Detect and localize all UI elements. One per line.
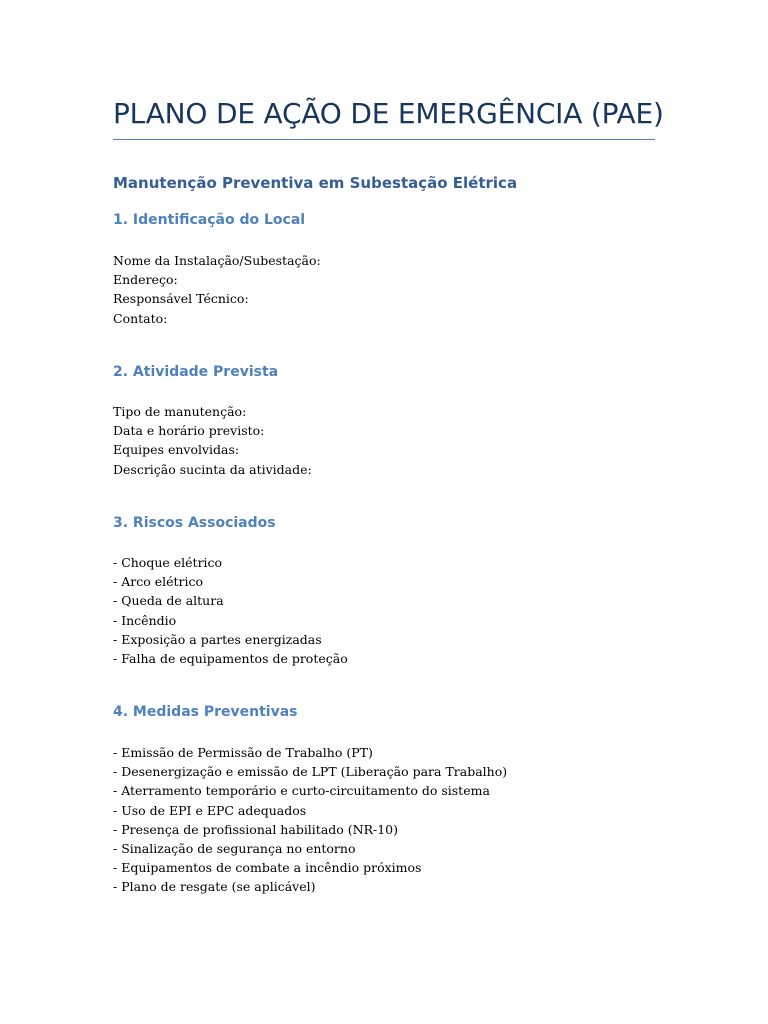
list-item: - Falha de equipamentos de proteção	[113, 651, 348, 667]
list-item: - Equipamentos de combate a incêndio próximos	[113, 860, 422, 876]
section-body-medidas	[113, 743, 507, 897]
list-item: - Sinalização de segurança no entorno	[113, 841, 356, 857]
field-label: Responsável Técnico:	[113, 291, 249, 307]
list-item: - Aterramento temporário e curto-circuitamento do sistema	[113, 783, 490, 799]
section-heading-identificacao: 1. Identificação do Local	[113, 212, 306, 228]
document-subtitle: Manutenção Preventiva em Subestação Elétrica	[113, 174, 518, 192]
list-item: - Desenergização e emissão de LPT (Liberação para Trabalho)	[113, 764, 508, 780]
list-item: - Exposição a partes energizadas	[113, 631, 322, 647]
section-heading-atividade: 2. Atividade Prevista	[113, 364, 279, 380]
list-item: - Presença de profissional habilitado (NR-10)	[113, 821, 399, 837]
list-item: - Choque elétrico	[113, 555, 223, 570]
document-title: PLANO DE AÇÃO DE EMERGÊNCIA (PAE)	[113, 97, 664, 130]
field-label: Equipes envolvidas:	[113, 442, 240, 458]
field-label: Tipo de manutenção:	[113, 404, 247, 419]
field-label: Nome da Instalação/Subestação:	[113, 253, 321, 268]
list-item: - Incêndio	[113, 612, 177, 628]
section-body-atividade	[113, 402, 312, 479]
field-label: Data e horário previsto:	[113, 423, 265, 439]
list-item: - Queda de altura	[113, 593, 224, 609]
section-heading-riscos: 3. Riscos Associados	[113, 515, 276, 531]
field-label: Contato:	[113, 310, 168, 326]
list-item: - Uso de EPI e EPC adequados	[113, 802, 307, 818]
list-item: - Arco elétrico	[113, 574, 204, 590]
field-label: Endereço:	[113, 272, 178, 288]
section-heading-medidas: 4. Medidas Preventivas	[113, 704, 298, 720]
field-label: Descrição sucinta da atividade:	[113, 461, 312, 477]
title-underline	[113, 139, 655, 140]
list-item: - Plano de resgate (se aplicável)	[113, 879, 316, 895]
list-item: - Emissão de Permissão de Trabalho (PT)	[113, 745, 373, 760]
section-body-riscos	[113, 553, 348, 668]
section-body-identificacao	[113, 251, 321, 328]
